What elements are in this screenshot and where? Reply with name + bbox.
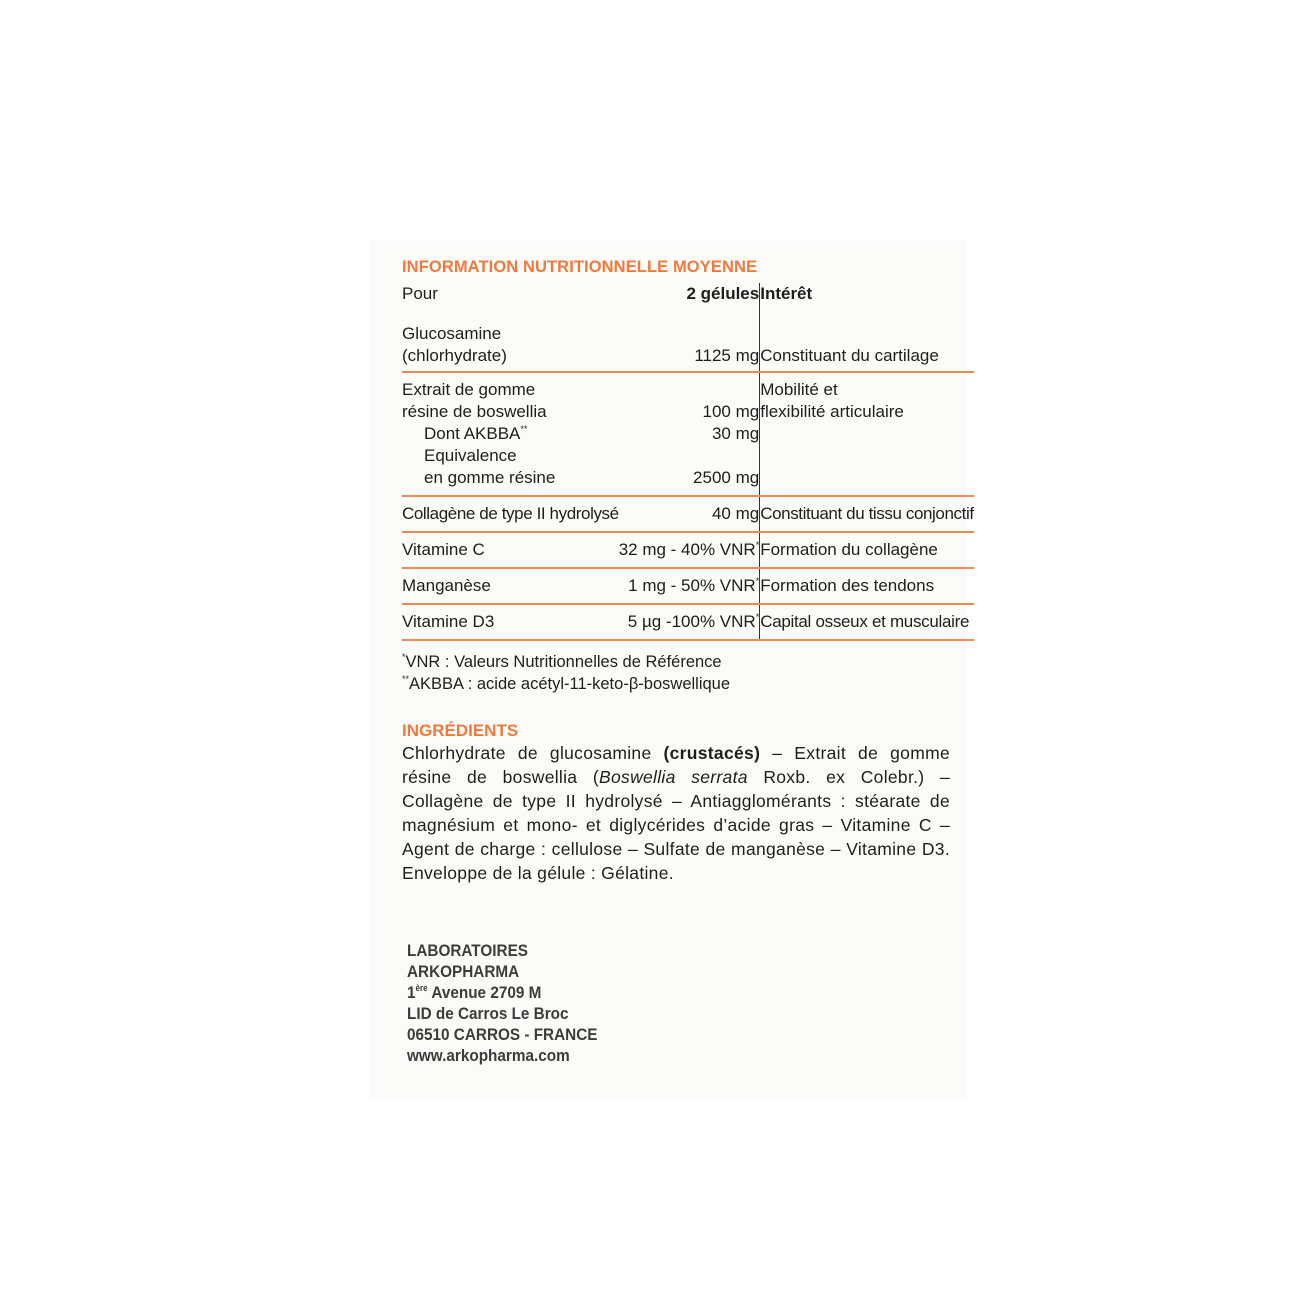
nutrition-table bbox=[402, 283, 974, 641]
header-interet: Intérêt bbox=[760, 284, 813, 303]
website-link: www.arkopharma.com bbox=[407, 1046, 570, 1065]
table-row bbox=[402, 604, 974, 640]
nutrition-title: INFORMATION NUTRITIONNELLE MOYENNE bbox=[402, 258, 758, 276]
row-interest: Formation du collagène bbox=[760, 532, 974, 568]
row-amount: 100 mg 30 mg 2500 mg bbox=[619, 372, 760, 496]
row-interest: Formation des tendons bbox=[760, 568, 974, 604]
row-name: Collagène de type II hydrolysé bbox=[402, 496, 619, 532]
row-amount: 32 mg - 40% VNR* bbox=[619, 532, 760, 568]
row-amount: 1125 mg bbox=[619, 313, 760, 372]
manufacturer-address: LABORATOIRES ARKOPHARMA 1ère Avenue 2709 M LID de Carros Le Broc 06510 CARROS - FRANCE www.arkopharma.com bbox=[407, 941, 598, 1065]
row-name: Vitamine C bbox=[402, 532, 619, 568]
label-content bbox=[402, 258, 974, 885]
row-name: Manganèse bbox=[402, 568, 619, 604]
table-row bbox=[402, 372, 974, 496]
row-amount: 40 mg bbox=[619, 496, 760, 532]
table-row bbox=[402, 313, 974, 372]
label-panel bbox=[371, 242, 974, 1098]
ingredients-text: Chlorhydrate de glucosamine (crustacés) – Extrait de gomme résine de boswellia (Boswellia serrata Roxb. ex Colebr.) – Collagène de type II hydrolysé – Antiagglomérants : stéarate de magnésium et mono- et diglycérides d’acide gras – Vitamine C – Agent de charge : cellulose – Sulfate de manganèse – Vitamine D3. Enveloppe de la gélule : Gélatine. bbox=[402, 743, 950, 883]
ingredients-title: INGRÉDIENTS bbox=[402, 721, 519, 740]
footnote-akbba: **AKBBA : acide acétyl-11-keto-β-boswellique bbox=[402, 674, 731, 693]
row-interest: Constituant du cartilage bbox=[760, 313, 974, 372]
row-name: Glucosamine (chlorhydrate) bbox=[402, 313, 619, 372]
footnotes bbox=[402, 651, 950, 695]
row-amount: 1 mg - 50% VNR* bbox=[619, 568, 760, 604]
row-name: Vitamine D3 bbox=[402, 604, 619, 640]
table-header-row bbox=[402, 283, 974, 313]
table-row bbox=[402, 568, 974, 604]
header-dose: 2 gélules bbox=[619, 283, 760, 313]
row-interest: Capital osseux et musculaire bbox=[760, 604, 974, 640]
table-row bbox=[402, 496, 974, 532]
footnote-vnr: *VNR : Valeurs Nutritionnelles de Référence bbox=[402, 652, 722, 671]
row-interest: Mobilité et flexibilité articulaire bbox=[760, 372, 974, 496]
row-interest: Constituant du tissu conjonctif bbox=[760, 496, 974, 532]
row-name: Extrait de gomme résine de boswellia Dont AKBBA** Equivalence en gomme résine bbox=[402, 372, 619, 496]
header-pour: Pour bbox=[402, 284, 438, 303]
row-amount: 5 µg -100% VNR* bbox=[619, 604, 760, 640]
table-row bbox=[402, 532, 974, 568]
